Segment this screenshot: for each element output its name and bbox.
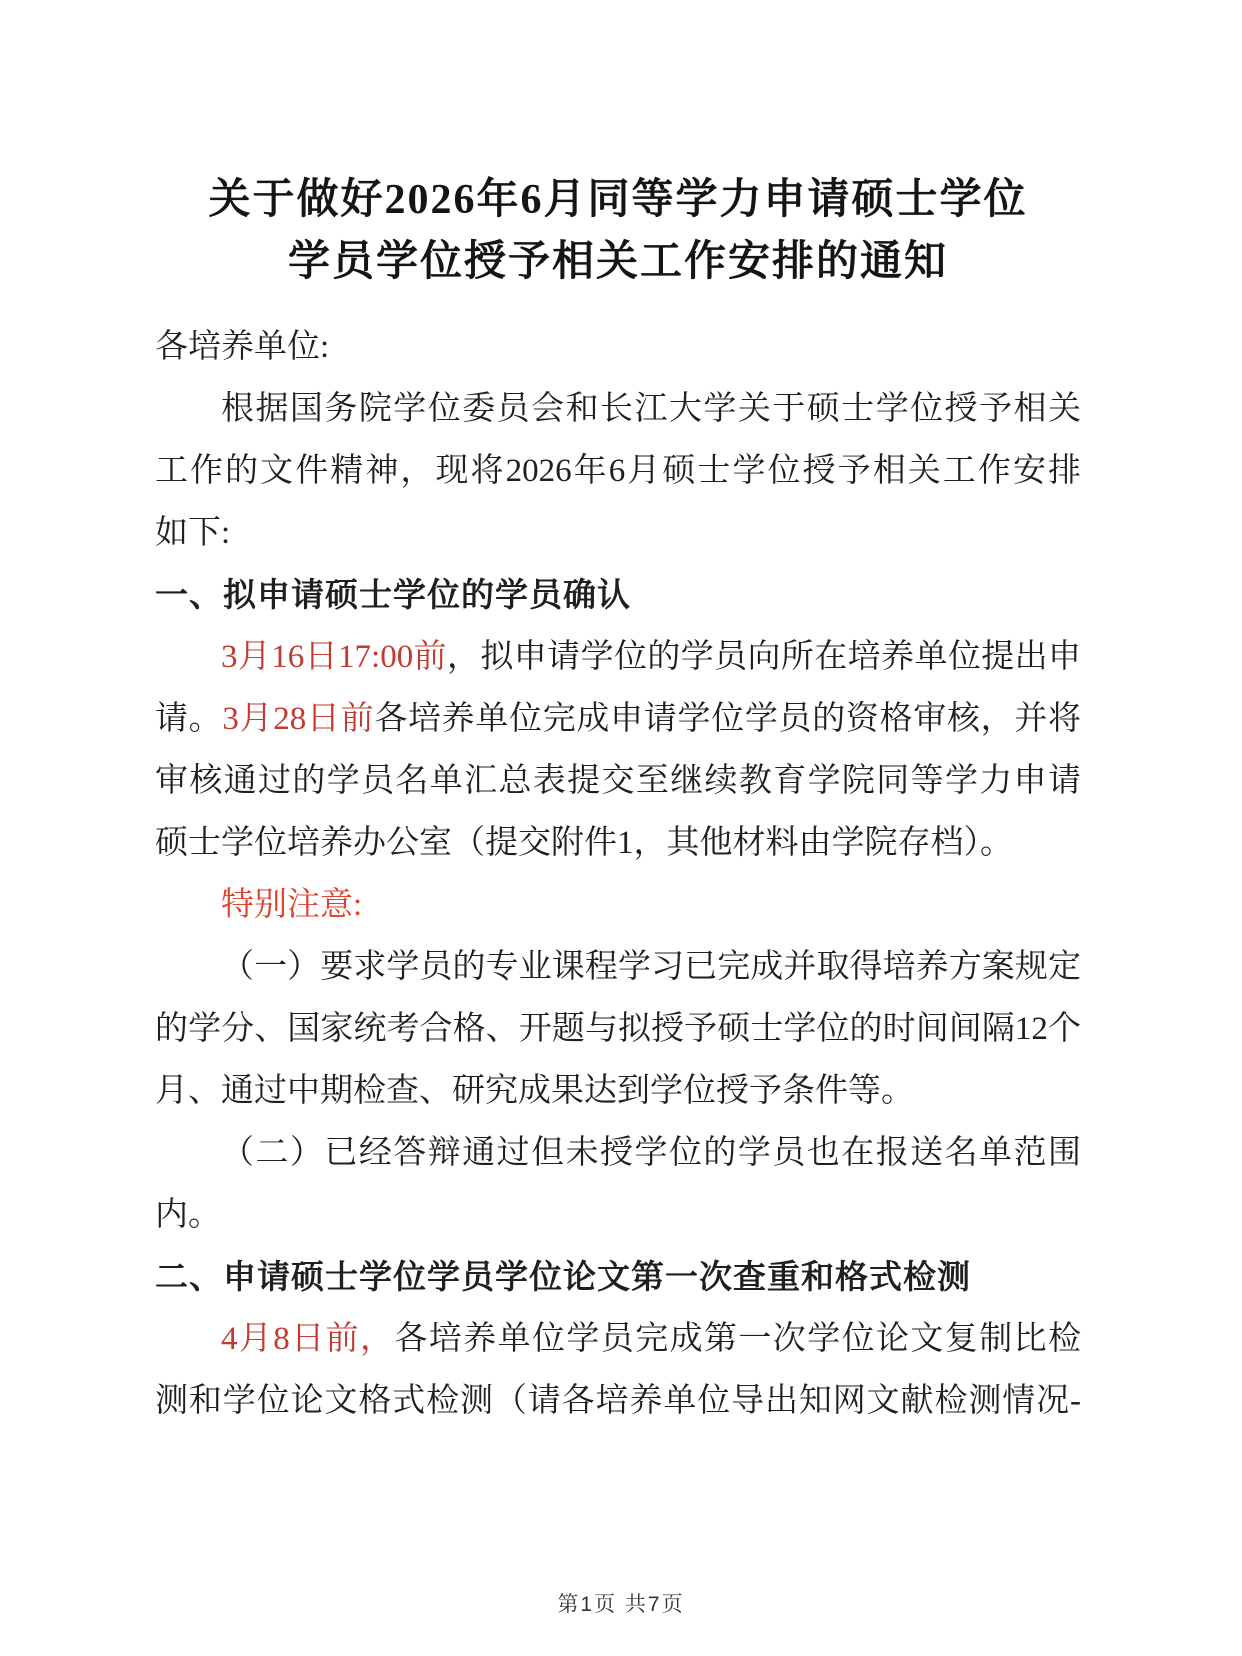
deadline-date-text: 3月28日前	[222, 701, 375, 737]
document-title	[155, 169, 1081, 293]
body-text: 的学分、国家统考合格、开题与拟授予硕士学位的时间间隔12个	[155, 1011, 1081, 1047]
body-line	[155, 688, 1081, 750]
heading-text: 二、申请硕士学位学员学位论文第一次查重和格式检测	[155, 1258, 971, 1295]
document-body	[155, 169, 1081, 1432]
body-text: 根据国务院学位委员会和长江大学关于硕士学位授予相关	[221, 391, 1081, 427]
body-line	[155, 1308, 1081, 1370]
special-note-line	[155, 874, 1081, 936]
title-line-2: 学员学位授予相关工作安排的通知	[287, 239, 948, 285]
body-line	[155, 1060, 1081, 1122]
salutation-line	[155, 316, 1081, 378]
deadline-date-text: 4月8日前，	[221, 1321, 395, 1357]
title-line-1: 关于做好2026年6月同等学力申请硕士学位	[208, 177, 1028, 223]
special-note-text: 特别注意:	[221, 887, 363, 923]
body-text: 请。	[155, 701, 223, 737]
heading-text: 一、拟申请硕士学位的学员确认	[155, 576, 631, 613]
body-line	[155, 998, 1081, 1060]
body-line	[155, 502, 1081, 564]
body-line	[155, 1184, 1081, 1246]
body-text: 各培养单位学员完成第一次学位论文复制比检	[394, 1321, 1081, 1357]
body-line	[155, 378, 1081, 440]
body-line	[155, 936, 1081, 998]
deadline-date-text: 3月16日17:00前	[221, 639, 448, 675]
body-line	[155, 1370, 1081, 1432]
body-text: 内。	[155, 1197, 221, 1233]
body-text: 各培养单位完成申请学位学员的资格审核，并将	[374, 701, 1081, 737]
body-text: （一）要求学员的专业课程学习已完成并取得培养方案规定	[221, 949, 1081, 985]
body-line	[155, 626, 1081, 688]
body-text: 审核通过的学员名单汇总表提交至继续教育学院同等学力申请	[155, 763, 1081, 799]
document-text	[155, 316, 1081, 1432]
body-text: 月、通过中期检查、研究成果达到学位授予条件等。	[155, 1073, 914, 1109]
section-heading-1	[155, 564, 1081, 626]
body-text: 各培养单位:	[155, 329, 330, 365]
body-text: 测和学位论文格式检测（请各培养单位导出知网文献检测情况-	[155, 1383, 1081, 1419]
body-line	[155, 812, 1081, 874]
page-footer: 第1页 共7页	[557, 1593, 685, 1616]
body-text: 硕士学位培养办公室（提交附件1，其他材料由学院存档）。	[155, 825, 1013, 861]
body-line	[155, 750, 1081, 812]
body-line	[155, 440, 1081, 502]
body-text: 如下:	[155, 515, 231, 551]
body-line	[155, 1122, 1081, 1184]
body-text: ，拟申请学位的学员向所在培养单位提出申	[447, 639, 1081, 675]
body-text: 工作的文件精神，现将2026年6月硕士学位授予相关工作安排	[155, 453, 1081, 489]
body-text: （二）已经答辩通过但未授学位的学员也在报送名单范围	[221, 1135, 1081, 1171]
section-heading-2	[155, 1246, 1081, 1308]
